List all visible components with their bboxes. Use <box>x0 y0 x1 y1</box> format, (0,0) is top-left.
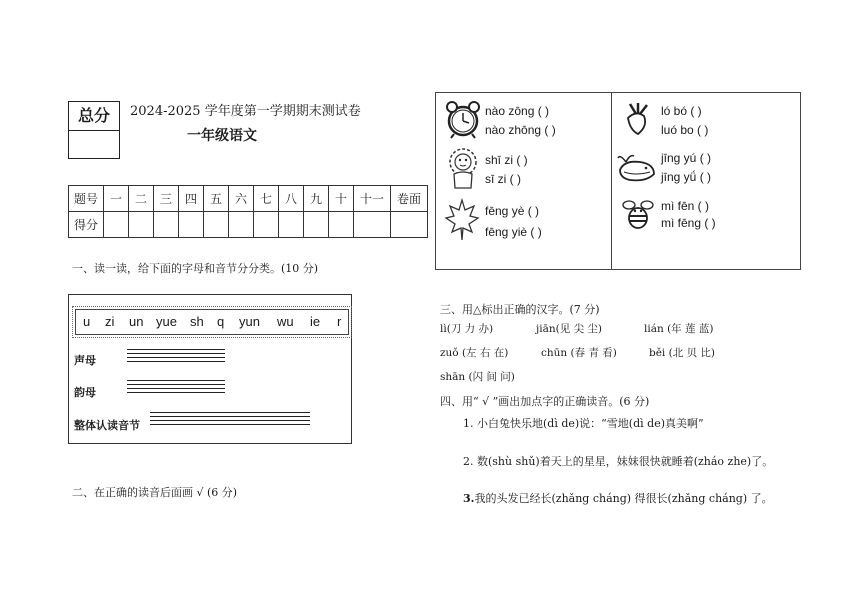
pinyin-option[interactable]: mì fēn ( ) <box>661 199 710 213</box>
table-cell: 一 <box>104 186 129 212</box>
alarm-clock-icon <box>444 99 482 139</box>
pinyin-option[interactable]: luó bo ( ) <box>661 123 709 137</box>
total-score-box <box>68 101 120 159</box>
section1-heading: 一、读一读，给下面的字母和音节分分类。(10 分) <box>72 262 319 275</box>
pinyin-option[interactable]: shī zi ( ) <box>485 153 528 167</box>
syllable-strip <box>75 307 349 335</box>
pinyin-option[interactable]: jīng yǘ ( ) <box>661 170 712 184</box>
syllable-item: sh <box>190 314 204 329</box>
table-cell: 六 <box>229 186 254 212</box>
picture-box-divider <box>611 92 612 269</box>
syllable-item: u <box>83 314 91 329</box>
syllable-item: zi <box>105 314 115 329</box>
section4-heading: 四、用“ √ ”画出加点字的正确读音。(6 分) <box>440 395 650 408</box>
table-cell: 得分 <box>69 212 104 238</box>
table-cell: 卷面 <box>391 186 428 212</box>
table-cell: 十一 <box>354 186 391 212</box>
pinyin-option[interactable]: mì fēng ( ) <box>661 216 716 230</box>
score-cell[interactable] <box>204 212 229 238</box>
sentence-3[interactable] <box>463 490 773 506</box>
section2-heading: 二、在正确的读音后面画 √ (6 分) <box>72 486 238 499</box>
score-cell[interactable] <box>391 212 428 238</box>
pinyin-option[interactable]: jīng yú ( ) <box>661 151 712 165</box>
syllable-item: q <box>217 314 225 329</box>
pinyin-option[interactable]: fēng yiè ( ) <box>485 225 542 239</box>
char-choice-item[interactable]: lì(刀 力 办) <box>440 323 494 335</box>
maple-leaf-icon <box>444 198 480 242</box>
table-cell: 八 <box>279 186 304 212</box>
bee-icon <box>620 196 656 232</box>
char-choice-item[interactable]: jiān(见 尖 尘) <box>536 323 603 335</box>
table-cell: 四 <box>179 186 204 212</box>
char-choice-item[interactable]: lián (年 莲 蓝) <box>644 323 714 335</box>
pinyin-option[interactable]: sī zi ( ) <box>485 172 521 186</box>
whole-syllables-label: 整体认读音节 <box>74 419 140 432</box>
score-cell[interactable] <box>354 212 391 238</box>
sentence-2[interactable]: 2. 数(shù shǔ)着天上的星星，妹妹很快就睡着(zháo zhe)了。 <box>463 455 774 468</box>
table-cell: 五 <box>204 186 229 212</box>
score-table <box>68 185 428 238</box>
score-cell[interactable] <box>104 212 129 238</box>
pinyin-option[interactable]: ló bó ( ) <box>661 104 702 118</box>
table-cell: 二 <box>129 186 154 212</box>
section3-heading: 三、用△标出正确的汉字。(7 分) <box>440 303 600 316</box>
pinyin-option[interactable]: nào zhōng ( ) <box>485 123 556 137</box>
whole-syllables-writing-lines[interactable] <box>150 412 310 428</box>
table-cell: 九 <box>304 186 329 212</box>
char-choice-item[interactable]: chūn (春 青 看) <box>541 347 617 359</box>
radish-icon <box>620 102 654 136</box>
table-cell: 三 <box>154 186 179 212</box>
score-cell[interactable] <box>329 212 354 238</box>
finals-writing-lines[interactable] <box>127 380 225 396</box>
table-cell: 七 <box>254 186 279 212</box>
pinyin-option[interactable]: nào zōng ( ) <box>485 104 550 118</box>
syllable-item: r <box>337 314 342 329</box>
whale-icon <box>616 152 658 186</box>
total-score-label: 总分 <box>69 102 119 131</box>
char-choice-item[interactable]: shān (闪 间 问) <box>440 371 515 383</box>
syllable-item: ie <box>310 314 321 329</box>
syllable-item: un <box>129 314 144 329</box>
char-choice-item[interactable]: běi (北 贝 比) <box>649 347 715 359</box>
score-cell[interactable] <box>129 212 154 238</box>
pinyin-option[interactable]: fēng yè ( ) <box>485 204 540 218</box>
finals-label: 韵母 <box>74 386 96 399</box>
grade-title: 一年级语文 <box>187 128 257 144</box>
initials-writing-lines[interactable] <box>127 349 225 365</box>
sentence-3-text: 我的头发已经长(zhǎng cháng) 得很长(zhǎng cháng) 了。 <box>474 492 773 505</box>
score-cell[interactable] <box>229 212 254 238</box>
table-cell: 题号 <box>69 186 104 212</box>
lion-icon <box>445 146 481 190</box>
score-cell[interactable] <box>154 212 179 238</box>
sentence-1[interactable]: 1. 小白兔快乐地(dì de)说：“雪地(dì de)真美啊” <box>463 417 704 430</box>
score-cell[interactable] <box>304 212 329 238</box>
char-choice-item[interactable]: zuǒ (左 右 在) <box>440 347 509 359</box>
score-cell[interactable] <box>179 212 204 238</box>
sentence-3-number: 3. <box>463 492 475 505</box>
score-table-header-row <box>69 186 428 212</box>
score-cell[interactable] <box>254 212 279 238</box>
initials-label: 声母 <box>74 354 96 367</box>
exam-title: 2024-2025 学年度第一学期期末测试卷 <box>130 104 361 119</box>
score-cell[interactable] <box>279 212 304 238</box>
syllable-frame <box>75 309 349 335</box>
syllable-item: yue <box>156 314 177 329</box>
score-table-score-row <box>69 212 428 238</box>
table-cell: 十 <box>329 186 354 212</box>
syllable-item: yun <box>239 314 260 329</box>
syllable-item: wu <box>277 314 294 329</box>
